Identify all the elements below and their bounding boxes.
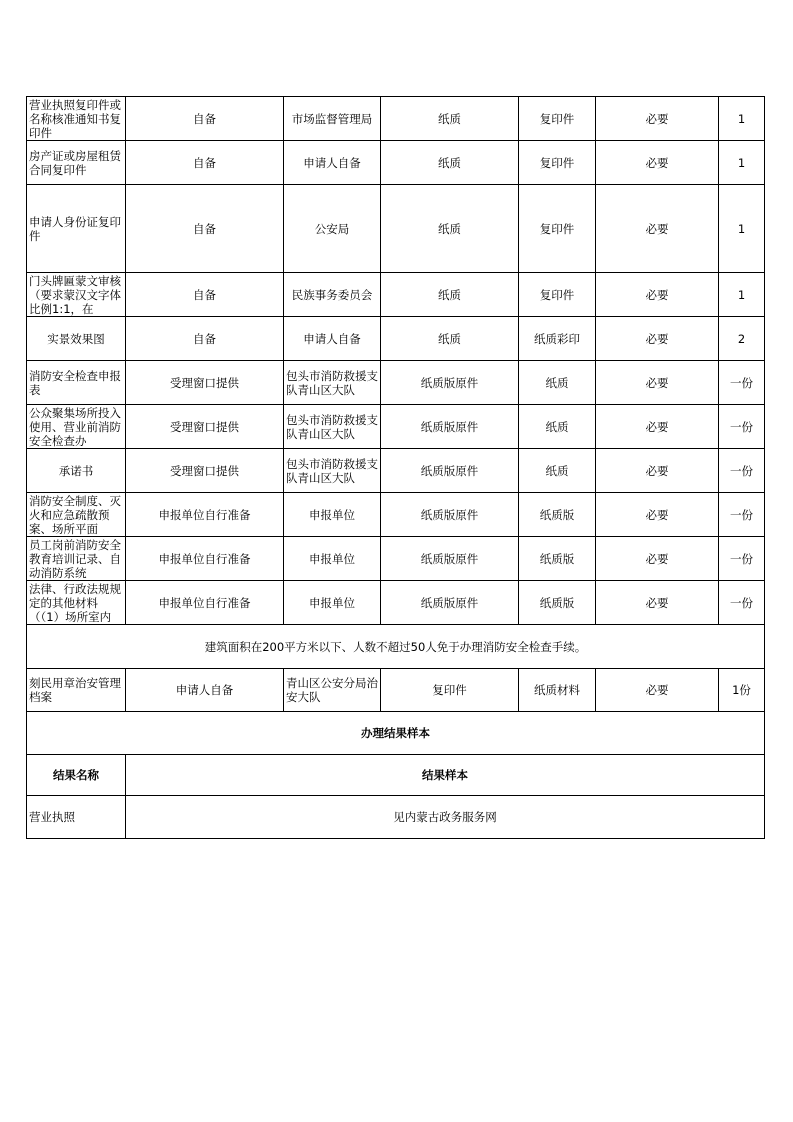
material-name: 房产证或房屋租赁合同复印件	[27, 141, 126, 185]
material-count: 1	[719, 185, 765, 273]
result-section-title: 办理结果样本	[27, 712, 765, 755]
material-spec: 复印件	[519, 273, 596, 317]
result-title-row	[27, 712, 765, 755]
material-required: 必要	[596, 361, 719, 405]
table-row	[27, 669, 765, 712]
material-spec: 复印件	[519, 97, 596, 141]
material-form: 纸质	[381, 185, 519, 273]
table-row	[27, 449, 765, 493]
material-provider: 公安局	[284, 185, 381, 273]
material-provider: 申报单位	[284, 581, 381, 625]
material-form: 纸质	[381, 273, 519, 317]
material-form: 纸质版原件	[381, 581, 519, 625]
material-source: 自备	[126, 185, 284, 273]
table-row	[27, 361, 765, 405]
material-provider: 包头市消防救援支队青山区大队	[284, 405, 381, 449]
material-source: 受理窗口提供	[126, 449, 284, 493]
material-spec: 纸质彩印	[519, 317, 596, 361]
material-name: 员工岗前消防安全教育培训记录、自动消防系统	[27, 537, 126, 581]
materials-table	[26, 96, 765, 839]
material-form: 纸质版原件	[381, 449, 519, 493]
material-required: 必要	[596, 581, 719, 625]
material-required: 必要	[596, 449, 719, 493]
material-source: 受理窗口提供	[126, 361, 284, 405]
table-row	[27, 493, 765, 537]
material-required: 必要	[596, 273, 719, 317]
material-source: 自备	[126, 141, 284, 185]
material-name: 实景效果图	[27, 317, 126, 361]
material-source: 自备	[126, 97, 284, 141]
material-spec: 纸质	[519, 361, 596, 405]
material-form: 纸质版原件	[381, 493, 519, 537]
material-count: 一份	[719, 493, 765, 537]
material-source: 申请人自备	[126, 669, 284, 712]
result-name-header: 结果名称	[27, 755, 126, 796]
material-source: 申报单位自行准备	[126, 537, 284, 581]
material-count: 一份	[719, 361, 765, 405]
material-name: 消防安全检查申报表	[27, 361, 126, 405]
material-count: 1	[719, 273, 765, 317]
material-required: 必要	[596, 669, 719, 712]
material-required: 必要	[596, 141, 719, 185]
table-row	[27, 141, 765, 185]
exemption-note: 建筑面积在200平方米以下、人数不超过50人免于办理消防安全检查手续。	[27, 625, 765, 669]
table-row	[27, 185, 765, 273]
table-row	[27, 317, 765, 361]
material-form: 纸质	[381, 97, 519, 141]
material-name: 刻民用章治安管理档案	[27, 669, 126, 712]
material-spec: 纸质材料	[519, 669, 596, 712]
material-form: 纸质版原件	[381, 405, 519, 449]
material-form: 纸质版原件	[381, 361, 519, 405]
material-form: 复印件	[381, 669, 519, 712]
result-header-row	[27, 755, 765, 796]
materials-body	[27, 97, 765, 625]
material-name: 公众聚集场所投入使用、营业前消防安全检查办	[27, 405, 126, 449]
material-form: 纸质	[381, 141, 519, 185]
material-required: 必要	[596, 493, 719, 537]
table-row	[27, 273, 765, 317]
table-row	[27, 97, 765, 141]
material-provider: 包头市消防救援支队青山区大队	[284, 449, 381, 493]
material-spec: 纸质	[519, 405, 596, 449]
material-source: 自备	[126, 317, 284, 361]
material-form: 纸质版原件	[381, 537, 519, 581]
material-count: 1份	[719, 669, 765, 712]
material-required: 必要	[596, 185, 719, 273]
material-count: 一份	[719, 405, 765, 449]
material-required: 必要	[596, 97, 719, 141]
material-provider: 申请人自备	[284, 141, 381, 185]
table-row	[27, 581, 765, 625]
material-spec: 纸质版	[519, 493, 596, 537]
result-sample-header: 结果样本	[126, 755, 765, 796]
material-count: 2	[719, 317, 765, 361]
material-source: 自备	[126, 273, 284, 317]
material-provider: 青山区公安分局治安大队	[284, 669, 381, 712]
material-count: 一份	[719, 537, 765, 581]
material-name: 门头牌匾蒙文审核（要求蒙汉文字体比例1:1，在	[27, 273, 126, 317]
material-name: 承诺书	[27, 449, 126, 493]
material-source: 申报单位自行准备	[126, 493, 284, 537]
material-count: 1	[719, 141, 765, 185]
material-source: 申报单位自行准备	[126, 581, 284, 625]
material-provider: 市场监督管理局	[284, 97, 381, 141]
result-name: 营业执照	[27, 796, 126, 839]
material-provider: 包头市消防救援支队青山区大队	[284, 361, 381, 405]
material-provider: 申请人自备	[284, 317, 381, 361]
material-spec: 复印件	[519, 185, 596, 273]
note-row	[27, 625, 765, 669]
material-required: 必要	[596, 537, 719, 581]
table-row	[27, 537, 765, 581]
material-count: 1	[719, 97, 765, 141]
material-required: 必要	[596, 317, 719, 361]
material-name: 消防安全制度、灭火和应急疏散预案、场所平面	[27, 493, 126, 537]
material-count: 一份	[719, 449, 765, 493]
material-provider: 申报单位	[284, 493, 381, 537]
result-row	[27, 796, 765, 839]
material-name: 法律、行政法规规定的其他材料（（1）场所室内	[27, 581, 126, 625]
material-form: 纸质	[381, 317, 519, 361]
material-provider: 申报单位	[284, 537, 381, 581]
material-name: 申请人身份证复印件	[27, 185, 126, 273]
material-spec: 纸质	[519, 449, 596, 493]
material-source: 受理窗口提供	[126, 405, 284, 449]
result-sample: 见内蒙古政务服务网	[126, 796, 765, 839]
material-spec: 纸质版	[519, 537, 596, 581]
material-required: 必要	[596, 405, 719, 449]
table-row	[27, 405, 765, 449]
material-provider: 民族事务委员会	[284, 273, 381, 317]
material-spec: 纸质版	[519, 581, 596, 625]
material-spec: 复印件	[519, 141, 596, 185]
material-count: 一份	[719, 581, 765, 625]
result-section	[27, 712, 765, 839]
note-section	[27, 625, 765, 712]
material-name: 营业执照复印件或名称核准通知书复印件	[27, 97, 126, 141]
